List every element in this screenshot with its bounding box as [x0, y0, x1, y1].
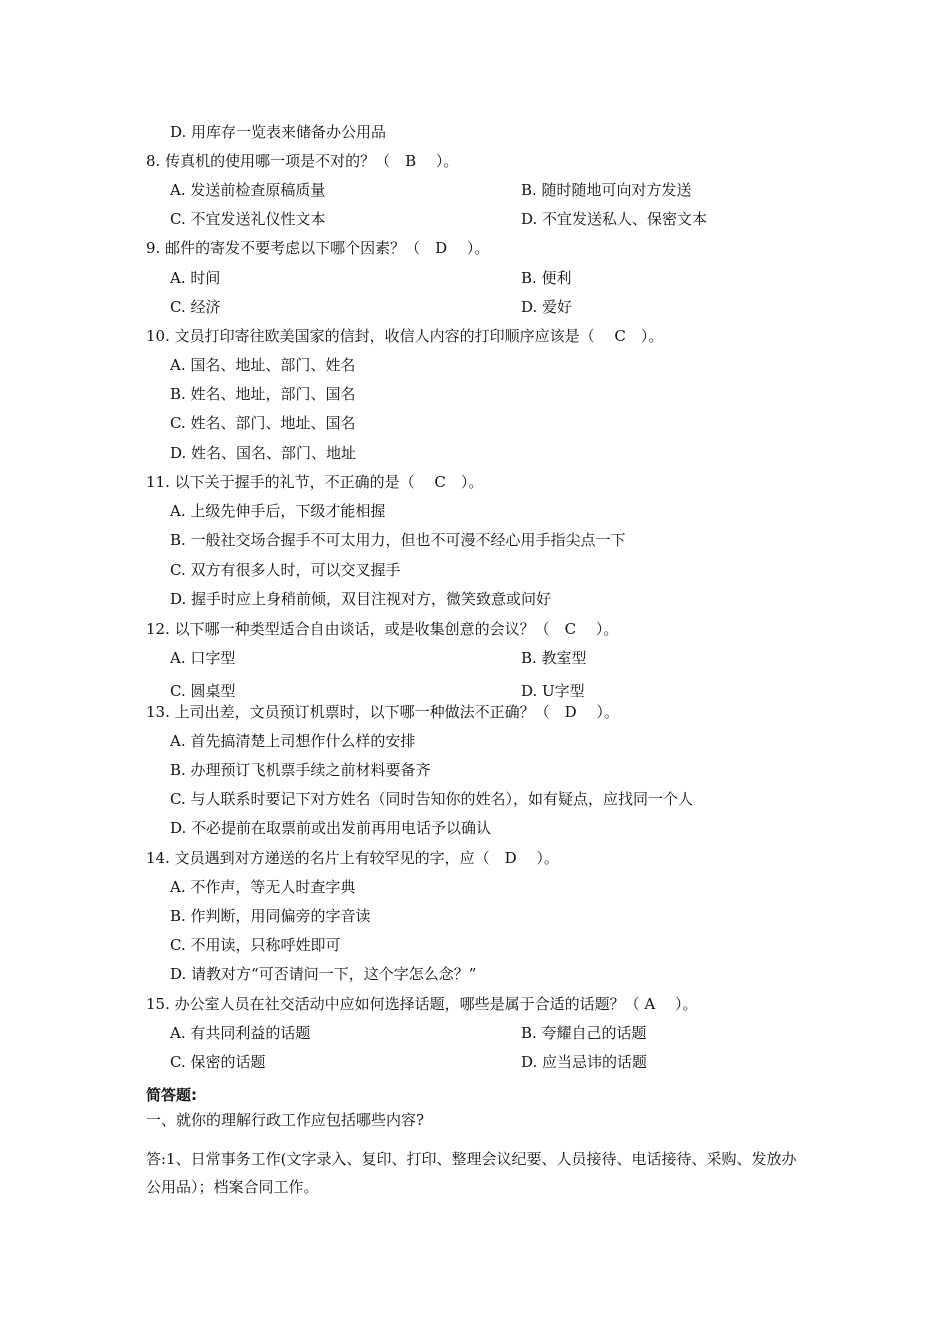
option-c: C. 圆桌型: [170, 682, 236, 700]
question-12: 12. 以下哪一种类型适合自由谈话，或是收集创意的会议？（ C ）。: [146, 620, 619, 638]
question-13: 13. 上司出差，文员预订机票时，以下哪一种做法不正确？（ D ）。: [146, 703, 619, 721]
option-a: A. 上级先伸手后，下级才能相握: [170, 502, 386, 520]
option-d: D. 应当忌讳的话题: [521, 1053, 648, 1071]
question-9: 9. 邮件的寄发不要考虑以下哪个因素？（ D ）。: [146, 239, 490, 257]
option-d: D. 用库存一览表来储备办公用品: [170, 123, 387, 141]
option-a: A. 有共同利益的话题: [170, 1024, 311, 1042]
option-b: B. 办理预订飞机票手续之前材料要备齐: [170, 761, 431, 779]
option-b: B. 教室型: [521, 649, 587, 667]
option-a: A. 不作声，等无人时查字典: [170, 878, 356, 896]
option-c: C. 姓名、部门、地址、国名: [170, 414, 356, 432]
question-10: 10. 文员打印寄往欧美国家的信封，收信人内容的打印顺序应该是（ C ）。: [146, 327, 664, 345]
option-b: B. 作判断，用同偏旁的字音读: [170, 907, 371, 925]
option-a: A. 发送前检查原稿质量: [170, 181, 326, 199]
option-c: C. 经济: [170, 298, 221, 316]
question-8: 8. 传真机的使用哪一项是不对的？（ B ）。: [146, 152, 459, 170]
option-b: B. 便利: [521, 269, 572, 287]
option-a: A. 国名、地址、部门、姓名: [170, 356, 356, 374]
option-c: C. 与人联系时要记下对方姓名（同时告知你的姓名），如有疑点，应找同一个人: [170, 790, 693, 808]
option-d: D. 请教对方“可否请问一下，这个字怎么念？”: [170, 965, 477, 983]
option-c: C. 保密的话题: [170, 1053, 266, 1071]
answer-paragraph: 答:1、日常事务工作(文字录入、复印、打印、整理会议纪要、人员接待、电话接待、采购、发放办公用品）；档案合同工作。: [146, 1150, 797, 1196]
option-a: A. 口字型: [170, 649, 236, 667]
question-11: 11. 以下关于握手的礼节，不正确的是（ C ）。: [146, 473, 484, 491]
option-a: A. 时间: [170, 269, 221, 287]
option-c: C. 不宜发送礼仪性文本: [170, 210, 326, 228]
option-d: D. U字型: [521, 682, 585, 700]
section-heading: 简答题:: [146, 1086, 197, 1104]
option-d: D. 爱好: [521, 298, 573, 316]
option-b: B. 随时随地可向对方发送: [521, 181, 692, 199]
option-b: B. 夸耀自己的话题: [521, 1024, 647, 1042]
question-14: 14. 文员遇到对方递送的名片上有较罕见的字，应（ D ）。: [146, 849, 559, 867]
option-d: D. 不必提前在取票前或出发前再用电话予以确认: [170, 819, 492, 837]
option-d: D. 握手时应上身稍前倾，双目注视对方，微笑致意或问好: [170, 590, 552, 608]
option-c: C. 不用读，只称呼姓即可: [170, 936, 341, 954]
option-c: C. 双方有很多人时，可以交叉握手: [170, 561, 401, 579]
option-d: D. 不宜发送私人、保密文本: [521, 210, 708, 228]
option-d: D. 姓名、国名、部门、地址: [170, 444, 357, 462]
option-a: A. 首先搞清楚上司想作什么样的安排: [170, 732, 416, 750]
question-15: 15. 办公室人员在社交活动中应如何选择话题，哪些是属于合适的话题？（ A ）。: [146, 995, 698, 1013]
short-question-1: 一、就你的理解行政工作应包括哪些内容?: [146, 1111, 425, 1129]
option-b: B. 一般社交场合握手不可太用力，但也不可漫不经心用手指尖点一下: [170, 531, 626, 549]
option-b: B. 姓名、地址，部门、国名: [170, 385, 356, 403]
